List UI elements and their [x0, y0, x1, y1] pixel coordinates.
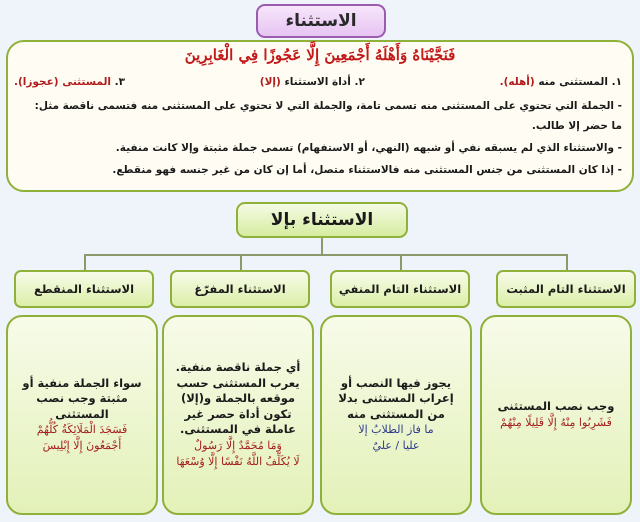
- type-example: فَسَجَدَ الْمَلَائِكَةُ كُلُّهُمْ: [36, 423, 128, 437]
- connector-drop: [400, 254, 402, 270]
- quran-verse: فَنَجَّيْنَاهُ وَأَهْلَهُ أَجْمَعِينَ إِلَّا عَجُوزًا فِي الْغَابِرِينَ: [184, 46, 456, 64]
- element-label: المستثنى منه: [538, 76, 608, 88]
- element-3: [14, 76, 125, 88]
- intro-line-4: - إذا كان المستثنى من جنس المستثنى منه فالاستثناء متصل، أما إن كان من غير جنسه فهو منقطع.: [112, 164, 622, 176]
- connector-drop: [84, 254, 86, 270]
- type-example: فَشَرِبُوا مِنْهُ إِلَّا قَلِيلًا مِنْهُمْ: [500, 415, 612, 429]
- type-title-2: الاستثناء التام المنفي: [330, 270, 470, 308]
- intro-line-3: - والاستثناء الذي لم يسبقه نفي أو شبهه (النهي، أو الاستفهام) تسمى جملة مثبتة وإلا كانت منفية.: [115, 142, 622, 154]
- type-title-3: الاستثناء المفرّغ: [170, 270, 310, 308]
- type-rule: وجب نصب المستثنى: [497, 399, 615, 414]
- intro-line-1: - الجملة التي تحتوي على المستثنى منه تسمى تامة، والجملة التي لا تحتوي على المستثنى منه فتسمى ناقصة مثل:: [34, 100, 622, 112]
- type-example-2: أَجْمَعُونَ إِلَّا إِبْلِيسَ: [42, 439, 122, 453]
- connector-vertical: [321, 238, 323, 254]
- type-title-1: الاستثناء التام المثبت: [496, 270, 636, 308]
- connector-horizontal: [84, 254, 566, 256]
- type-example: وَمَا مُحَمَّدٌ إِلَّا رَسُولٌ: [194, 438, 282, 452]
- element-value: (إلا): [259, 76, 281, 88]
- type-content-3: [162, 315, 314, 515]
- type-rule: سواء الجملة منفية أو مثبتة وجب نصب المستثنى: [22, 375, 142, 421]
- element-value: (عجوزا).: [14, 76, 59, 88]
- type-example-2: عليا / عليٌ: [372, 439, 420, 453]
- elements-row: [14, 76, 622, 88]
- type-content-2: [320, 315, 472, 515]
- element-1: [500, 76, 622, 88]
- element-2: [260, 76, 365, 88]
- intro-panel: [6, 40, 634, 192]
- element-label: أداة الاستثناء: [284, 76, 351, 88]
- element-number: ٣.: [114, 76, 126, 88]
- element-number: ٢.: [354, 76, 365, 88]
- type-example: ما فاز الطلابُ إلا: [358, 423, 434, 437]
- element-label: المستثنى: [62, 76, 111, 88]
- type-rule: أي جملة ناقصة منفية. يعرب المستثنى حسب موقعه بالجملة و(إلا) تكون أداة حصر غير عاملة في المستثنى.: [175, 360, 301, 437]
- element-number: ١.: [611, 76, 622, 88]
- connector-drop: [240, 254, 242, 270]
- element-value: (أهله).: [499, 76, 535, 88]
- connector-drop: [566, 254, 568, 270]
- section-header: الاستثناء بإلا: [236, 202, 408, 238]
- page-title: الاستثناء: [256, 4, 386, 38]
- type-content-4: [6, 315, 158, 515]
- type-rule: يجوز فيها النصب أو إعراب المستثنى بدلا من المستثنى منه: [338, 375, 454, 421]
- type-example-2: لَا يُكَلِّفُ اللَّهُ نَفْسًا إِلَّا وُسْعَهَا: [176, 454, 300, 468]
- type-content-1: [480, 315, 632, 515]
- type-title-4: الاستثناء المنقطع: [14, 270, 154, 308]
- intro-line-2: ما حضر إلا طالب.: [531, 120, 622, 132]
